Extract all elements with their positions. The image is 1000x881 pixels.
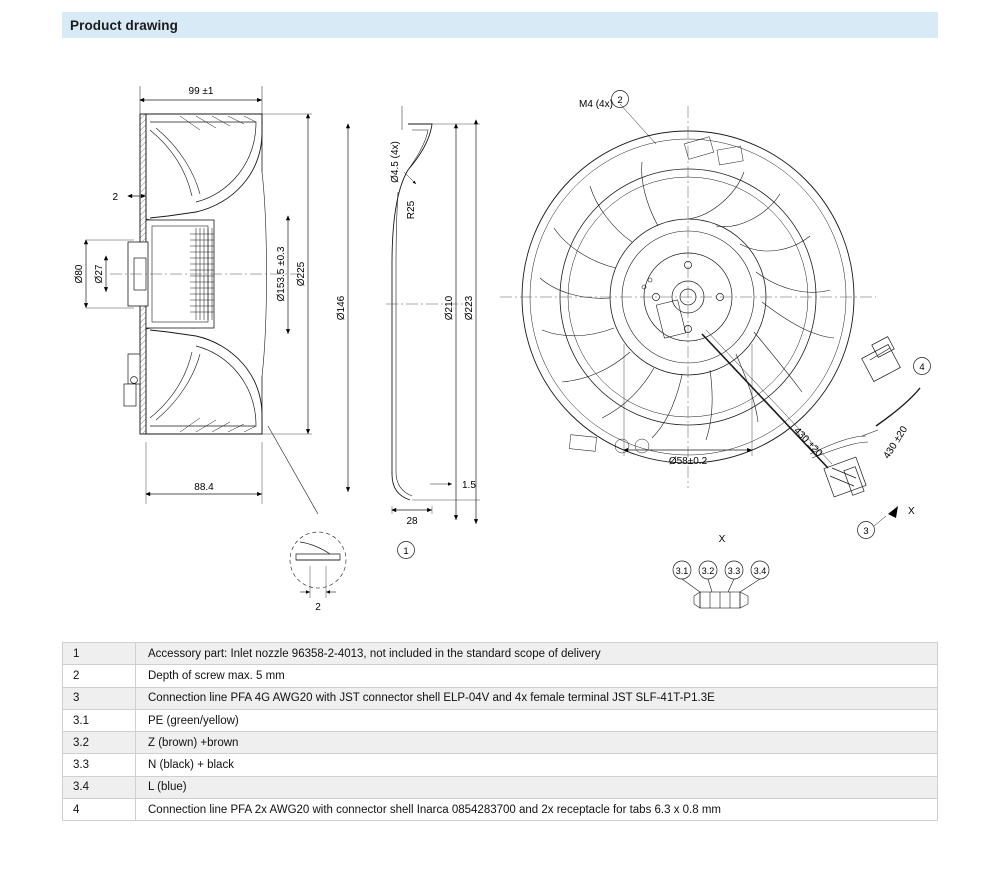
table-row: [63, 799, 938, 821]
technical-drawing: [0, 44, 1000, 634]
legend-description: Depth of screw max. 5 mm: [136, 665, 938, 687]
legend-description: L (blue): [136, 776, 938, 798]
svg-text:3: 3: [863, 526, 869, 537]
svg-text:Ø146: Ø146: [336, 295, 347, 321]
table-row: [63, 776, 938, 798]
svg-text:28: 28: [406, 516, 418, 527]
legend-description: Z (brown) +brown: [136, 732, 938, 754]
svg-text:X: X: [718, 534, 726, 545]
svg-text:Ø27: Ø27: [94, 264, 105, 284]
svg-text:Ø80: Ø80: [74, 264, 85, 284]
svg-text:3.3: 3.3: [727, 566, 741, 576]
svg-text:2: 2: [112, 192, 118, 203]
table-row: [63, 687, 938, 709]
table-row: [63, 732, 938, 754]
legend-description: Connection line PFA 4G AWG20 with JST connector shell ELP-04V and 4x female terminal JST SLF-41T-P1.3E: [136, 687, 938, 709]
legend-number: 3.4: [63, 776, 136, 798]
svg-text:3.4: 3.4: [753, 566, 767, 576]
front-view: [500, 91, 931, 609]
legend-number: 3.3: [63, 754, 136, 776]
legend-description: PE (green/yellow): [136, 709, 938, 731]
svg-text:3.1: 3.1: [675, 566, 689, 576]
legend-description: N (black) + black: [136, 754, 938, 776]
table-row: [63, 709, 938, 731]
svg-text:1.5: 1.5: [462, 480, 476, 491]
svg-text:Ø153.5 ±0.3: Ø153.5 ±0.3: [276, 246, 287, 302]
table-row: [63, 754, 938, 776]
section-header: [62, 12, 938, 38]
page-title: Product drawing: [70, 17, 179, 33]
svg-text:Ø4.5 (4x): Ø4.5 (4x): [390, 141, 401, 183]
legend-table: [62, 642, 938, 821]
legend-description: Connection line PFA 2x AWG20 with connector shell Inarca 0854283700 and 2x receptacle for tabs 6.3 x 0.8 mm: [136, 799, 938, 821]
svg-text:430 ±20: 430 ±20: [791, 425, 825, 460]
nozzle-section-view: [336, 106, 480, 527]
table-row: [63, 665, 938, 687]
svg-text:1: 1: [403, 546, 409, 557]
svg-text:M4 (4x): M4 (4x): [579, 99, 613, 110]
side-view: [74, 86, 415, 613]
svg-text:Ø58±0.2: Ø58±0.2: [668, 456, 708, 467]
legend-description: Accessory part: Inlet nozzle 96358-2-4013, not included in the standard scope of delivery: [136, 643, 938, 665]
svg-text:R25: R25: [406, 200, 417, 220]
svg-text:430 ±20: 430 ±20: [881, 424, 911, 461]
svg-text:2: 2: [315, 602, 321, 613]
svg-text:3.2: 3.2: [701, 566, 715, 576]
drawing-svg: [0, 44, 1000, 634]
svg-text:88.4: 88.4: [194, 482, 214, 493]
dim-99: 99 ±1: [188, 86, 214, 97]
legend-number: 3.1: [63, 709, 136, 731]
svg-text:2: 2: [617, 95, 623, 106]
svg-text:Ø225: Ø225: [296, 261, 307, 287]
svg-text:4: 4: [919, 362, 925, 373]
legend-number: 2: [63, 665, 136, 687]
legend-number: 3.2: [63, 732, 136, 754]
svg-text:Ø210: Ø210: [444, 295, 455, 321]
svg-text:X: X: [908, 506, 915, 517]
legend-number: 4: [63, 799, 136, 821]
legend-number: 3: [63, 687, 136, 709]
legend-number: 1: [63, 643, 136, 665]
table-row: [63, 643, 938, 665]
svg-text:Ø223: Ø223: [464, 295, 475, 321]
